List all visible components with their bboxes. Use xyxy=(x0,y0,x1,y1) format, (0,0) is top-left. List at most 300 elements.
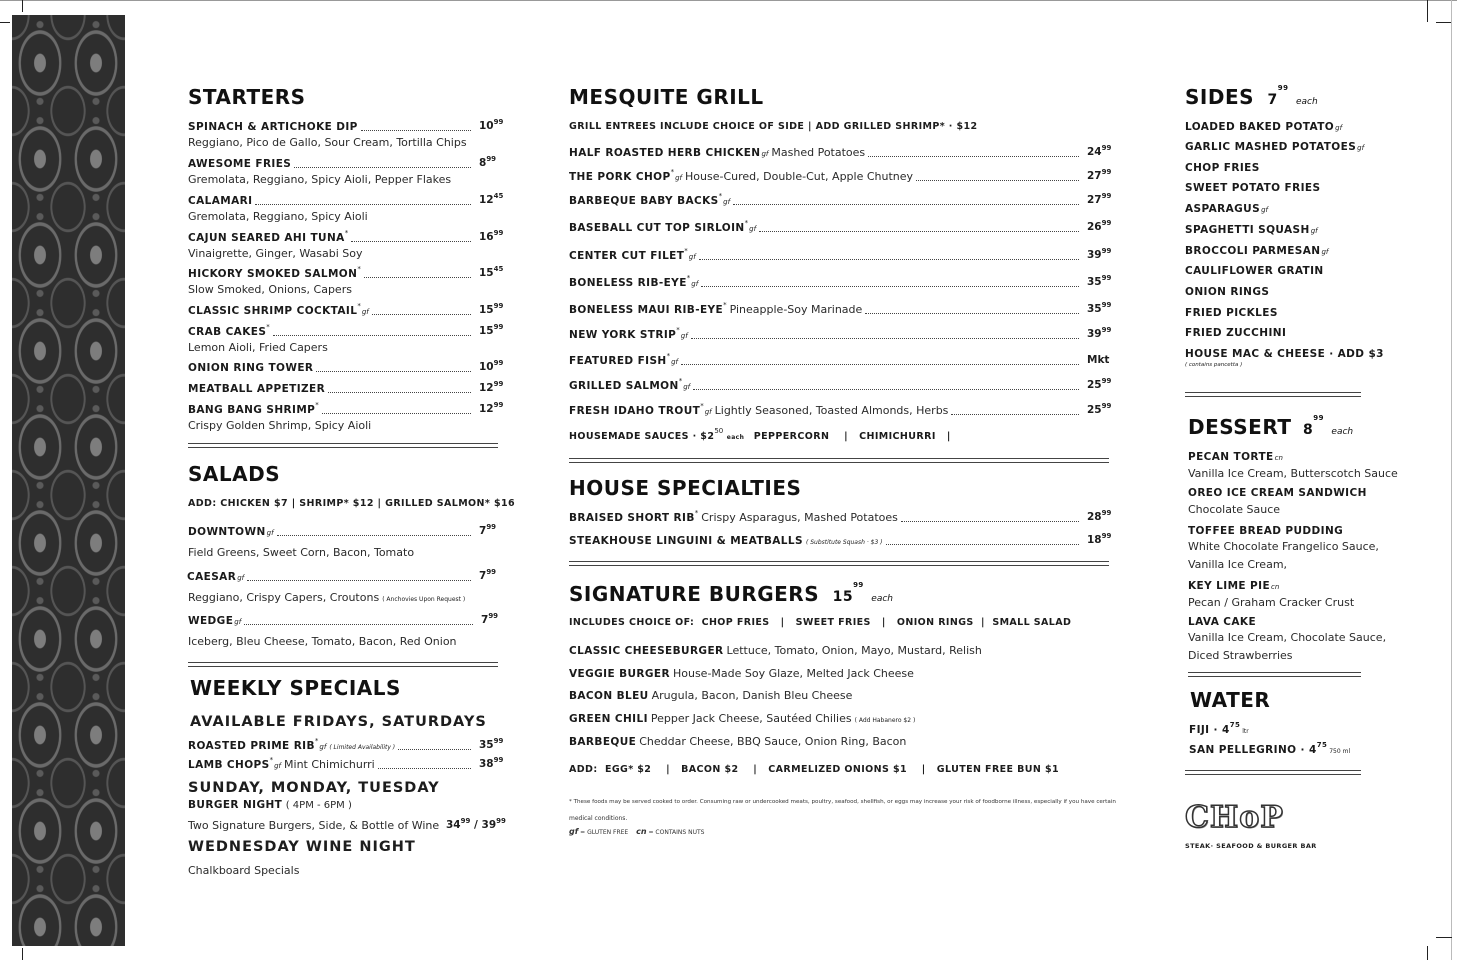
item-price-cents: 45 xyxy=(493,192,504,200)
item-price xyxy=(479,737,504,751)
item-raw-mark: * xyxy=(266,323,270,331)
section-divider xyxy=(1188,672,1361,677)
item-price-cents: 99 xyxy=(493,118,504,126)
chop-logo: CHoP xyxy=(1185,800,1284,835)
item-price-dollars: Mkt xyxy=(1087,354,1110,366)
item-name: HICKORY SMOKED SALMON xyxy=(188,268,358,280)
item-name: BRAISED SHORT RIB xyxy=(569,512,695,524)
item-name: STEAKHOUSE LINGUINI & MEATBALLS xyxy=(569,535,803,547)
item-desc: Field Greens, Sweet Corn, Bacon, Tomato xyxy=(188,546,415,559)
item-raw-mark: * xyxy=(670,168,675,176)
item-price xyxy=(479,118,504,132)
leader-dots xyxy=(691,338,1079,339)
water-price-cents: 75 xyxy=(1229,721,1241,729)
item-price-dollars: 7 xyxy=(479,525,487,537)
item-price-dollars: 10 xyxy=(479,361,494,373)
item-price xyxy=(1087,219,1112,233)
section-title: WATER xyxy=(1190,688,1271,712)
item-note: ( Substitute Squash · $3 ) xyxy=(805,539,883,546)
item-diet-tag: gf xyxy=(761,150,769,158)
item-price-cents: 99 xyxy=(1101,274,1112,282)
menu-item-row xyxy=(188,195,252,207)
leader-dots xyxy=(951,414,1079,415)
menu-item-row xyxy=(188,265,361,280)
item-name: GRILLED SALMON xyxy=(569,380,679,392)
burger-row xyxy=(569,668,914,680)
item-price-dollars: 39 xyxy=(1087,249,1102,261)
burgers-price-cents: 99 xyxy=(853,581,864,589)
item-price-cents: 99 xyxy=(1101,168,1112,176)
side-item xyxy=(1185,162,1260,174)
menu-item-row xyxy=(569,219,757,234)
menu-item-row xyxy=(569,326,688,341)
menu-item-row xyxy=(569,192,731,207)
item-price xyxy=(479,401,504,415)
legend xyxy=(569,827,704,837)
item-desc: Gremolata, Reggiano, Spicy Aioli, Pepper Flakes xyxy=(188,173,452,186)
item-name: ROASTED PRIME RIB xyxy=(188,740,315,752)
dessert-desc: White Chocolate Frangelico Sauce, xyxy=(1188,540,1379,553)
item-price xyxy=(479,302,504,316)
item-desc: House-Cured, Double-Cut, Apple Chutney xyxy=(685,170,914,183)
item-price xyxy=(479,192,504,206)
item-price-cents: 99 xyxy=(493,380,504,388)
item-price-cents: 99 xyxy=(493,737,504,745)
item-name: LAMB CHOPS xyxy=(188,759,270,771)
salads-add-line: ADD: CHICKEN $7 | SHRIMP* $12 | GRILLED SALMON* $16 xyxy=(188,498,515,509)
menu-item-row xyxy=(188,383,325,395)
burger-price-1-cents: 99 xyxy=(460,817,471,825)
item-diet-tag: gf xyxy=(675,174,683,182)
leader-dots xyxy=(733,204,1079,205)
dessert-name: KEY LIME PIE xyxy=(1188,580,1271,592)
item-desc: Lightly Seasoned, Toasted Almonds, Herbs xyxy=(714,404,949,417)
leader-dots xyxy=(255,204,471,205)
item-diet-tag: gf xyxy=(704,408,712,416)
leader-dots xyxy=(868,156,1079,157)
item-price-dollars: 35 xyxy=(1087,303,1102,315)
item-name: THE PORK CHOP xyxy=(569,171,671,183)
item-price-cents: 99 xyxy=(493,756,504,764)
item-price-dollars: 35 xyxy=(1087,276,1102,288)
menu-item-row xyxy=(188,121,358,133)
item-desc: Vinaigrette, Ginger, Wasabi Soy xyxy=(188,247,363,260)
side-name: SPAGHETTI SQUASH xyxy=(1185,224,1310,236)
crop-mark xyxy=(1427,0,1428,22)
side-name: GARLIC MASHED POTATOES xyxy=(1185,141,1357,153)
dessert-name: TOFFEE BREAD PUDDING xyxy=(1188,525,1344,537)
side-name: LOADED BAKED POTATO xyxy=(1185,121,1335,133)
burgers-price xyxy=(832,581,864,605)
section-divider xyxy=(569,561,1109,566)
dessert-desc: Chocolate Sauce xyxy=(1188,503,1281,516)
item-price xyxy=(1087,144,1112,158)
burger-name: VEGGIE BURGER xyxy=(569,668,670,680)
burger-price-1: 34 xyxy=(446,819,461,831)
sides-each: each xyxy=(1295,97,1318,107)
burger-price-2-cents: 99 xyxy=(496,817,506,825)
side-name: HOUSE MAC & CHEESE · ADD $3 xyxy=(1185,348,1384,360)
raw-food-warning-2: medical conditions. xyxy=(569,815,628,822)
dessert-name-row xyxy=(1188,525,1343,537)
item-price xyxy=(1087,532,1112,546)
water-name: SAN PELLEGRINO · 4 xyxy=(1189,744,1317,756)
item-name: CLASSIC SHRIMP COCKTAIL xyxy=(188,305,358,317)
crop-mark xyxy=(1451,0,1452,960)
sauces-each: each xyxy=(726,434,745,441)
item-price-cents: 99 xyxy=(1101,192,1112,200)
item-price-dollars: 18 xyxy=(1087,534,1102,546)
item-raw-mark: * xyxy=(723,301,727,309)
dessert-title: DESSERT xyxy=(1188,415,1292,439)
item-diet-tag: gf xyxy=(683,383,691,391)
menu-item-row xyxy=(188,401,319,416)
item-name: WEDGE xyxy=(188,615,234,627)
leader-dots xyxy=(681,364,1079,365)
leader-dots xyxy=(865,313,1079,314)
item-price-cents: 99 xyxy=(1101,144,1112,152)
sauces-cents: 50 xyxy=(714,427,724,435)
menu-item-row xyxy=(569,509,898,524)
side-name: FRIED PICKLES xyxy=(1185,307,1278,319)
section-title xyxy=(569,581,893,606)
menu-item-row xyxy=(188,302,369,317)
item-name: HALF ROASTED HERB CHICKEN xyxy=(569,147,761,159)
legend-cn: cn xyxy=(636,827,647,836)
item-price-dollars: 8 xyxy=(479,157,487,169)
leader-dots xyxy=(916,180,1079,181)
leader-dots xyxy=(886,544,1079,545)
item-price-dollars: 12 xyxy=(479,403,494,415)
item-price-dollars: 26 xyxy=(1087,221,1102,233)
section-divider xyxy=(188,662,498,667)
side-name: ASPARAGUS xyxy=(1185,203,1261,215)
side-name: ONION RINGS xyxy=(1185,286,1270,298)
item-raw-mark: * xyxy=(686,274,691,282)
menu-item-row xyxy=(569,301,863,316)
item-desc: Pineapple-Soy Marinade xyxy=(729,303,863,316)
item-price xyxy=(1087,274,1112,288)
section-divider xyxy=(1185,770,1361,775)
dessert-desc: Vanilla Ice Cream, Chocolate Sauce, xyxy=(1188,631,1387,644)
crop-mark xyxy=(22,948,23,960)
side-diet-tag: gf xyxy=(1357,144,1365,152)
leader-dots xyxy=(372,314,471,315)
item-raw-mark: * xyxy=(678,377,683,385)
section-title: WEEKLY SPECIALS xyxy=(190,676,401,700)
section-divider xyxy=(188,443,498,448)
menu-item-row xyxy=(188,158,291,170)
side-item xyxy=(1185,203,1268,215)
grill-intro: GRILL ENTREES INCLUDE CHOICE OF SIDE | ADD GRILLED SHRIMP* · $12 xyxy=(569,121,978,132)
leader-dots xyxy=(361,130,471,131)
menu-item-row xyxy=(569,168,914,183)
burger-name: BACON BLEU xyxy=(569,690,649,702)
leader-dots xyxy=(244,624,473,625)
menu-item-row xyxy=(569,377,691,392)
item-diet-tag: gf xyxy=(266,529,274,537)
dessert-name: LAVA CAKE xyxy=(1188,616,1257,628)
item-name: MEATBALL APPETIZER xyxy=(188,383,326,395)
section-title: HOUSE SPECIALTIES xyxy=(569,476,802,500)
side-item xyxy=(1185,348,1384,360)
side-item xyxy=(1185,245,1328,257)
item-raw-mark: * xyxy=(676,326,680,334)
water-item xyxy=(1189,741,1351,756)
side-item xyxy=(1185,182,1320,194)
water-price-cents: 75 xyxy=(1316,741,1328,749)
item-price-cents: 99 xyxy=(488,612,499,620)
item-price-dollars: 15 xyxy=(479,304,494,316)
dessert-price-cents: 99 xyxy=(1313,414,1324,422)
item-price-cents: 99 xyxy=(493,323,504,331)
side-diet-tag: gf xyxy=(1261,206,1268,214)
item-price-cents: 99 xyxy=(1101,247,1112,255)
leader-dots xyxy=(901,521,1079,522)
item-name: BASEBALL CUT TOP SIRLOIN xyxy=(569,222,745,234)
item-price xyxy=(479,323,504,337)
item-diet-tag: gf xyxy=(237,574,245,582)
item-desc: Reggiano, Crispy Capers, Croutons xyxy=(188,591,380,604)
item-price-dollars: 35 xyxy=(479,739,494,751)
leader-dots xyxy=(364,277,471,278)
raw-food-warning: * These foods may be served cooked to order. Consuming raw or undercooked meats, poultry, seafood, shellfish, or eggs may increase your risk of foodborne illness, especially if you have certain xyxy=(569,799,1116,805)
burger-name: GREEN CHILI xyxy=(569,713,648,725)
burger-note: ( Add Habanero $2 ) xyxy=(854,717,916,724)
item-diet-tag: gf xyxy=(680,332,688,340)
menu-item-row xyxy=(569,147,865,159)
item-price-cents: 99 xyxy=(1101,219,1112,227)
item-desc-row xyxy=(188,547,414,558)
item-diet-tag: gf xyxy=(319,743,327,751)
logo-tagline: STEAK· SEAFOOD & BURGER BAR xyxy=(1185,842,1317,850)
item-raw-mark: * xyxy=(344,229,349,237)
item-price xyxy=(479,359,504,373)
item-name: NEW YORK STRIP xyxy=(569,329,677,341)
leader-dots xyxy=(294,167,471,168)
item-price-dollars: 15 xyxy=(479,267,494,279)
dessert-desc: Pecan / Graham Cracker Crust xyxy=(1188,596,1355,609)
item-diet-tag: gf xyxy=(723,198,731,206)
side-diet-tag: gf xyxy=(1335,124,1343,132)
sides-title: SIDES xyxy=(1185,85,1255,109)
dessert-name: PECAN TORTE xyxy=(1188,451,1274,463)
item-price-dollars: 10 xyxy=(479,120,494,132)
legend-gf: gf xyxy=(569,827,579,836)
item-price xyxy=(1087,355,1109,366)
item-price xyxy=(1087,192,1112,206)
item-price xyxy=(479,756,504,770)
item-price-dollars: 39 xyxy=(1087,328,1102,340)
side-name: SWEET POTATO FRIES xyxy=(1185,182,1321,194)
item-price-dollars: 12 xyxy=(479,194,494,206)
item-price-dollars: 12 xyxy=(479,382,494,394)
dessert-price xyxy=(1302,414,1324,438)
legend-gf-text: = GLUTEN FREE xyxy=(580,829,629,836)
sides-price xyxy=(1267,84,1289,108)
side-note: ( contains pancetta ) xyxy=(1185,362,1243,368)
sides-price-dollars: 7 xyxy=(1267,92,1278,108)
item-desc-row xyxy=(188,592,465,603)
leader-dots xyxy=(277,535,471,536)
item-name: BANG BANG SHRIMP xyxy=(188,404,316,416)
dessert-diet-tag: cn xyxy=(1271,583,1280,591)
dessert-name-row xyxy=(1188,451,1283,463)
item-price-cents: 99 xyxy=(493,229,504,237)
burger-price-sep: / xyxy=(470,819,482,831)
item-name: BARBEQUE BABY BACKS xyxy=(569,195,719,207)
item-price-cents: 99 xyxy=(493,359,504,367)
item-price xyxy=(479,155,497,169)
water-unit: ltr xyxy=(1242,728,1249,735)
menu-item-row xyxy=(188,323,270,338)
item-price-cents: 99 xyxy=(1101,509,1112,517)
item-desc-row xyxy=(188,636,457,647)
item-note: ( Anchovies Upon Request ) xyxy=(382,596,466,603)
burger-name: BARBEQUE xyxy=(569,736,637,748)
burgers-price-dollars: 15 xyxy=(832,589,854,605)
sauces-list: PEPPERCORN | CHIMICHURRI | xyxy=(753,431,951,442)
side-diet-tag: gf xyxy=(1321,248,1329,256)
wednesday-wine-night: WEDNESDAY WINE NIGHT xyxy=(188,839,416,855)
section-title xyxy=(1185,84,1318,109)
item-price-dollars: 25 xyxy=(1087,404,1102,416)
item-desc: Gremolata, Reggiano, Spicy Aioli xyxy=(188,210,368,223)
dessert-name-row xyxy=(1188,616,1256,628)
dessert-desc-2: Vanilla Ice Cream, xyxy=(1188,558,1288,571)
section-title: SALADS xyxy=(188,462,281,486)
side-item xyxy=(1185,265,1324,277)
burger-row xyxy=(569,645,982,657)
burger-row xyxy=(569,736,906,748)
burger-row xyxy=(569,713,915,725)
item-desc: Lemon Aioli, Fried Capers xyxy=(188,341,328,354)
burger-night-label: BURGER NIGHT xyxy=(188,799,283,811)
item-price xyxy=(481,612,499,626)
dessert-diet-tag: cn xyxy=(1274,454,1283,462)
dessert-name-row xyxy=(1188,580,1279,592)
side-name: CAULIFLOWER GRATIN xyxy=(1185,265,1324,277)
crop-mark xyxy=(1427,946,1428,960)
item-raw-mark: * xyxy=(357,302,361,310)
dessert-each: each xyxy=(1331,427,1354,437)
item-price xyxy=(479,523,497,537)
burger-desc: Arugula, Bacon, Danish Bleu Cheese xyxy=(651,689,853,702)
menu-item-row xyxy=(188,756,375,771)
leader-dots xyxy=(759,231,1079,232)
item-raw-mark: * xyxy=(315,401,319,409)
item-price-cents: 99 xyxy=(1101,532,1112,540)
side-item xyxy=(1185,307,1278,319)
sun-mon-tue: SUNDAY, MONDAY, TUESDAY xyxy=(188,780,440,796)
item-price-dollars: 15 xyxy=(479,325,494,337)
burger-price-2: 39 xyxy=(481,819,497,831)
leader-dots xyxy=(322,413,471,414)
section-title xyxy=(1188,414,1354,439)
crop-mark xyxy=(1436,22,1452,23)
item-price-dollars: 27 xyxy=(1087,194,1102,206)
item-raw-mark: * xyxy=(700,402,704,410)
item-price xyxy=(1087,402,1112,416)
housemade-sauces xyxy=(569,427,951,442)
side-item xyxy=(1185,224,1318,236)
item-name: SPINACH & ARTICHOKE DIP xyxy=(188,121,358,133)
item-name: CRAB CAKES xyxy=(188,326,267,338)
water-name: FIJI · 4 xyxy=(1189,724,1230,736)
item-diet-tag: gf xyxy=(234,618,242,626)
section-title: STARTERS xyxy=(188,85,306,109)
dessert-price-dollars: 8 xyxy=(1302,422,1314,438)
side-name: FRIED ZUCCHINI xyxy=(1185,327,1287,339)
side-item xyxy=(1185,141,1364,153)
item-name: DOWNTOWN xyxy=(188,526,266,538)
crop-mark xyxy=(0,22,10,23)
leader-dots xyxy=(701,286,1079,287)
item-diet-tag: gf xyxy=(361,308,369,316)
burger-desc: Pepper Jack Cheese, Sautéed Chilies xyxy=(650,712,852,725)
menu-item-row xyxy=(188,526,274,538)
item-name: CALAMARI xyxy=(188,195,253,207)
item-raw-mark: * xyxy=(744,219,749,227)
menu-item-row xyxy=(188,615,241,627)
item-price-dollars: 25 xyxy=(1087,379,1102,391)
burgers-add-line: ADD: EGG* $2 | BACON $2 | CARMELIZED ONIONS $1 | GLUTEN FREE BUN $1 xyxy=(569,764,1059,775)
item-raw-mark: * xyxy=(694,509,699,517)
item-desc: Crispy Golden Shrimp, Spicy Aioli xyxy=(188,419,372,432)
item-raw-mark: * xyxy=(269,756,274,764)
burger-night-price xyxy=(446,817,506,831)
item-price-dollars: 7 xyxy=(479,570,487,582)
crop-mark xyxy=(22,0,23,12)
item-price xyxy=(1087,247,1112,261)
dessert-desc-2: Diced Strawberries xyxy=(1188,649,1293,662)
item-desc: Mashed Potatoes xyxy=(771,146,866,159)
burger-desc: Cheddar Cheese, BBQ Sauce, Onion Ring, Bacon xyxy=(639,735,907,748)
legend-cn-text: = CONTAINS NUTS xyxy=(648,829,705,836)
burger-desc: House-Made Soy Glaze, Melted Jack Cheese xyxy=(672,667,914,680)
item-diet-tag: gf xyxy=(671,358,679,366)
item-name: CAESAR xyxy=(187,571,237,583)
item-desc: Mint Chimichurri xyxy=(284,758,375,771)
item-price-dollars: 7 xyxy=(481,614,489,626)
section-title: MESQUITE GRILL xyxy=(569,85,764,109)
item-desc: Slow Smoked, Onions, Capers xyxy=(188,283,352,296)
menu-item-row xyxy=(569,274,699,289)
leader-dots xyxy=(378,768,471,769)
leader-dots xyxy=(699,259,1079,260)
item-price-cents: 99 xyxy=(493,401,504,409)
menu-item-row xyxy=(188,229,349,244)
item-price xyxy=(1087,509,1112,523)
item-name: ONION RING TOWER xyxy=(188,362,314,374)
item-price-dollars: 16 xyxy=(479,231,494,243)
item-price xyxy=(1087,168,1112,182)
item-raw-mark: * xyxy=(684,247,688,255)
burgers-includes: INCLUDES CHOICE OF: CHOP FRIES | SWEET FRIES | ONION RINGS | SMALL SALAD xyxy=(569,617,1072,628)
item-price xyxy=(479,380,504,394)
side-name: CHOP FRIES xyxy=(1185,162,1260,174)
leader-dots xyxy=(693,389,1079,390)
menu-item-row xyxy=(188,362,313,374)
menu-item-row xyxy=(569,535,883,547)
item-price xyxy=(479,265,504,279)
item-raw-mark: * xyxy=(357,265,361,273)
side-diet-tag: gf xyxy=(1310,227,1318,235)
section-divider xyxy=(1185,392,1361,397)
crop-mark xyxy=(0,0,1457,1)
menu-item-row xyxy=(569,247,696,262)
item-name: CENTER CUT FILET xyxy=(569,250,685,262)
